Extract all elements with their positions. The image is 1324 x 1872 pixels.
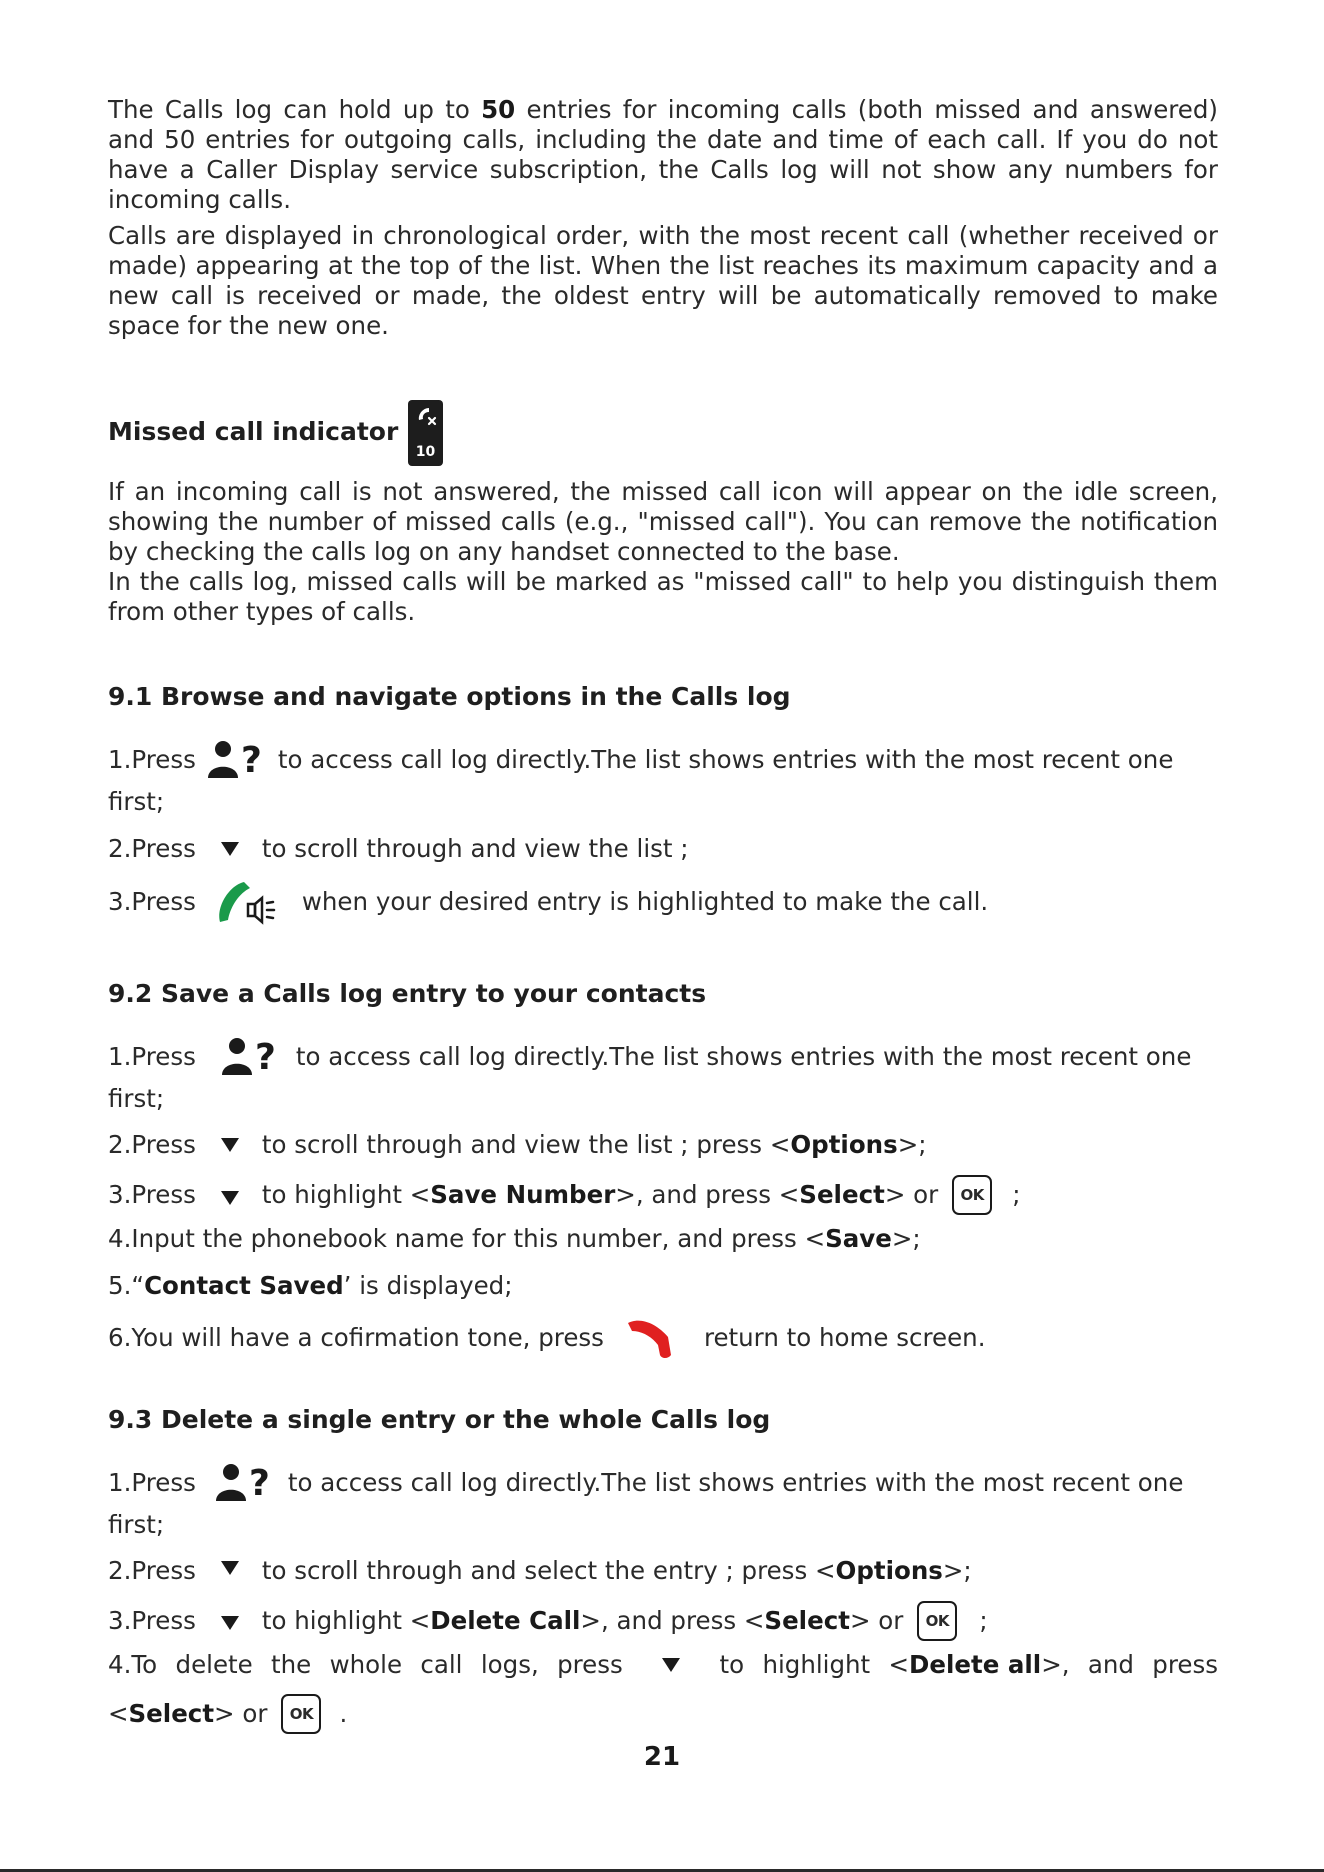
- s93-step-1-continued: first;: [108, 1510, 165, 1539]
- s92-step-3: 3.Press to highlight < Save Number >, and press < Select > or OK ;: [108, 1175, 1218, 1215]
- s93-step-1: 1.Press ? to access call log directly.The list shows entries with the most recent one: [108, 1461, 1218, 1505]
- s93-step-4-text: 4.To delete the whole call logs, press to highlight <Delete all>, and press: [108, 1648, 1218, 1682]
- answer-speaker-icon: [214, 878, 284, 926]
- s93-step-1-text: to access call log directly.The list shows entries with the most recent one: [287, 1468, 1184, 1497]
- section-9-1-heading: 9.1 Browse and navigate options in the Calls log: [108, 682, 791, 711]
- missed-call-heading: Missed call indicator: [108, 417, 399, 446]
- missed-paragraph-1: If an incoming call is not answered, the missed call icon will appear on the idle screen, showing the number of missed calls (e.g., "missed call"). You can remove the notification by checking the calls log on any handset connected to the base.: [108, 477, 1218, 566]
- missed-paragraph-2: In the calls log, missed calls will be marked as "missed call" to help you distinguish them from other types of calls.: [108, 567, 1218, 626]
- s92-step-5: 5.“ Contact Saved ’ is displayed;: [108, 1271, 513, 1300]
- missed-call-count: 10: [415, 444, 436, 460]
- s92-step-4: 4.Input the phonebook name for this number, and press < Save >;: [108, 1224, 921, 1253]
- s92-step-1-continued: first;: [108, 1084, 165, 1113]
- down-arrow-icon: [220, 1560, 240, 1576]
- ok-key-icon: OK: [281, 1694, 321, 1734]
- hangup-icon: [626, 1315, 674, 1361]
- intro-paragraph-1: The Calls log can hold up to 50 entries for incoming calls (both missed and answered) and 50 entries for outgoing calls, including the date and time of each call. If you do not have a Caller Display service subscription, the Calls log will not show any numbers for incoming calls.: [108, 95, 1218, 214]
- svg-text:?: ?: [248, 1463, 270, 1504]
- s93-step-2: 2.Press to scroll through and select the entry ; press < Options >;: [108, 1556, 972, 1585]
- missed-call-icon: [414, 404, 438, 428]
- svg-text:?: ?: [240, 740, 262, 781]
- down-arrow-icon: [220, 1137, 240, 1153]
- ok-key-icon: OK: [917, 1601, 957, 1641]
- s91-step-2: 2.Press to scroll through and view the list ;: [108, 834, 689, 863]
- call-log-icon: [214, 1461, 270, 1505]
- call-log-icon: [206, 738, 262, 782]
- s93-step-4: [108, 1648, 1218, 1682]
- missed-call-badge-icon: [408, 400, 443, 466]
- down-arrow-icon: [220, 1615, 240, 1631]
- s91-step-1-continued: first;: [108, 787, 165, 816]
- s91-step-3: 3.Press when your desired entry is highlighted to make the call.: [108, 878, 1218, 926]
- s92-step-2: 2.Press to scroll through and view the list ; press < Options >;: [108, 1130, 927, 1159]
- call-log-icon: [220, 1035, 276, 1079]
- s93-step-3: 3.Press to highlight < Delete Call >, and press < Select > or OK ;: [108, 1601, 1218, 1641]
- section-9-3-heading: 9.3 Delete a single entry or the whole Calls log: [108, 1405, 771, 1434]
- s93-step-4-continued: < Select > or OK .: [108, 1694, 1218, 1734]
- ok-key-icon: OK: [952, 1175, 992, 1215]
- page-number: 21: [643, 1742, 681, 1772]
- down-arrow-icon: [220, 841, 240, 857]
- section-9-2-heading: 9.2 Save a Calls log entry to your contacts: [108, 979, 707, 1008]
- intro-paragraph-2: Calls are displayed in chronological order, with the most recent call (whether received or made) appearing at the top of the list. When the list reaches its maximum capacity and a new call is received or made, the oldest entry will be automatically removed to make space for the new one.: [108, 221, 1218, 340]
- s92-step-1: 1.Press ? to access call log directly.The list shows entries with the most recent one: [108, 1035, 1218, 1079]
- s91-step-1-text: to access call log directly.The list shows entries with the most recent one: [277, 745, 1174, 774]
- down-arrow-icon: [220, 1190, 240, 1206]
- s92-step-1-text: to access call log directly.The list shows entries with the most recent one: [295, 1042, 1192, 1071]
- down-arrow-icon: [641, 1648, 701, 1682]
- s92-step-6: 6.You will have a cofirmation tone, press return to home screen.: [108, 1315, 1218, 1361]
- svg-text:?: ?: [254, 1037, 276, 1078]
- s91-step-1: 1.Press ? to access call log directly.The list shows entries with the most recent one: [108, 738, 1218, 782]
